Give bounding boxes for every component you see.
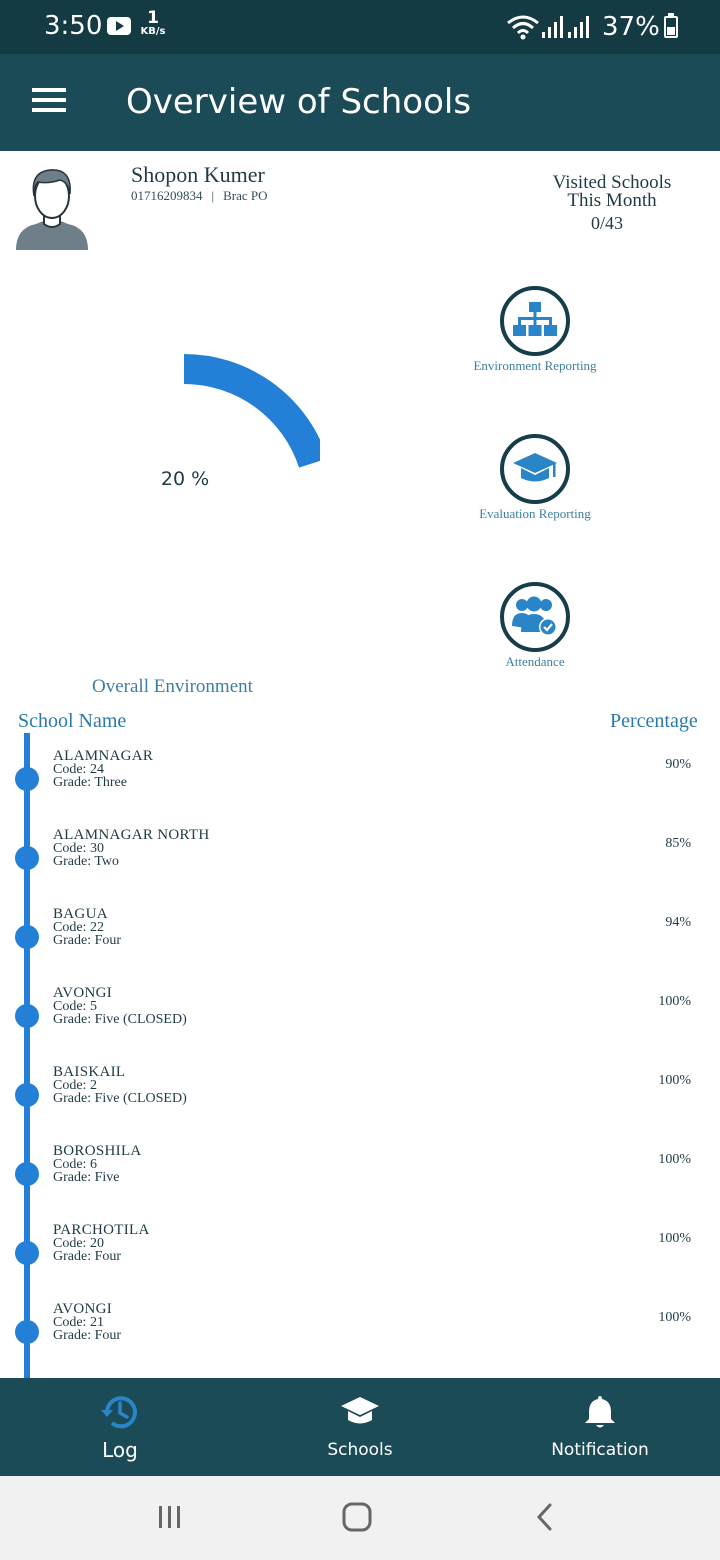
signal-icon [540, 14, 566, 40]
wifi-icon [506, 14, 540, 40]
nav-schools-label: Schools [327, 1440, 393, 1460]
evaluation-reporting-circle [500, 434, 570, 504]
nav-schools[interactable] [240, 1378, 480, 1476]
signal-icon-2 [566, 14, 592, 40]
user-role: Brac PO [223, 188, 268, 203]
back-icon[interactable] [526, 1500, 566, 1536]
app-bar [0, 54, 720, 151]
school-name: PARCHOTILA [53, 1222, 150, 1238]
user-name: Shopon Kumer [131, 162, 265, 187]
school-row[interactable] [0, 829, 720, 908]
school-code: Code: 2 [53, 1078, 97, 1093]
attendance-button[interactable] [440, 582, 630, 670]
school-percentage: 100% [658, 1073, 691, 1088]
progress-gauge [100, 320, 320, 520]
status-right [506, 10, 678, 44]
school-info [53, 1066, 187, 1105]
menu-icon[interactable] [32, 88, 66, 112]
school-name: ALAMNAGAR [53, 748, 154, 764]
school-percentage: 100% [658, 1231, 691, 1246]
timeline-dot [15, 767, 39, 791]
school-cap-icon [340, 1392, 380, 1432]
school-info [53, 829, 210, 868]
bottom-nav [0, 1378, 720, 1476]
progress-percent: 20 % [160, 468, 210, 490]
nav-notification-label: Notification [551, 1440, 649, 1460]
timeline-dot [15, 1004, 39, 1028]
visited-label-line2: This Month [567, 190, 657, 211]
column-header-percentage: Percentage [610, 710, 698, 732]
environment-reporting-label: Environment Reporting [473, 358, 597, 373]
network-speed-unit: KB/s [140, 26, 166, 37]
visited-label-line1: Visited Schools [552, 172, 672, 193]
column-header-school: School Name [18, 710, 127, 732]
progress-arc [184, 369, 313, 463]
school-code: Code: 20 [53, 1236, 104, 1251]
user-phone: 01716209834 [131, 188, 203, 203]
nav-log-label: Log [102, 1438, 138, 1462]
school-row[interactable] [0, 908, 720, 987]
school-name: AVONGI [53, 1301, 113, 1317]
hierarchy-icon [513, 301, 557, 341]
history-icon [100, 1392, 140, 1432]
nav-notification[interactable] [480, 1378, 720, 1476]
visited-count: 0/43 [590, 213, 623, 233]
graduation-cap-icon [511, 451, 559, 487]
school-name: BOROSHILA [53, 1143, 142, 1159]
attendance-circle [500, 582, 570, 652]
timeline-dot [15, 925, 39, 949]
school-percentage: 100% [658, 994, 691, 1009]
school-percentage: 85% [665, 836, 691, 851]
home-icon[interactable] [338, 1500, 378, 1536]
school-name: ALAMNAGAR NORTH [53, 827, 210, 843]
school-percentage: 100% [658, 1310, 691, 1325]
environment-reporting-circle [500, 286, 570, 356]
school-grade: Grade: Five (CLOSED) [53, 1012, 187, 1027]
school-code: Code: 6 [53, 1157, 97, 1172]
group-check-icon [512, 596, 558, 638]
school-grade: Grade: Four [53, 1249, 122, 1264]
timeline-dot [15, 1320, 39, 1344]
system-nav-bar [0, 1476, 720, 1560]
visited-schools [530, 174, 694, 236]
school-info [53, 908, 121, 947]
timeline-dot [15, 1162, 39, 1186]
school-code: Code: 21 [53, 1315, 104, 1330]
network-speed [138, 10, 168, 37]
network-speed-value: 1 [147, 8, 159, 28]
school-info [53, 1145, 142, 1184]
attendance-label: Attendance [505, 654, 565, 669]
user-meta [131, 188, 268, 204]
youtube-icon [107, 17, 131, 35]
timeline-dot [15, 1083, 39, 1107]
meta-separator: | [211, 188, 215, 203]
school-grade: Grade: Two [53, 854, 120, 869]
overall-environment-label: Overall Environment [92, 676, 253, 697]
school-code: Code: 22 [53, 920, 104, 935]
school-code: Code: 24 [53, 762, 104, 777]
school-percentage: 90% [665, 757, 691, 772]
school-name: BAGUA [53, 906, 108, 922]
school-name: BAISKAIL [53, 1064, 126, 1080]
status-time: 3:50 [44, 11, 103, 41]
recent-apps-icon[interactable] [150, 1500, 190, 1536]
school-info [53, 750, 153, 789]
school-row[interactable] [0, 1145, 720, 1224]
nav-log[interactable] [0, 1378, 240, 1476]
school-row[interactable] [0, 750, 720, 829]
timeline-dot [15, 1241, 39, 1265]
timeline-dot [15, 846, 39, 870]
environment-reporting-button[interactable] [440, 286, 630, 374]
school-info [53, 1303, 121, 1342]
school-grade: Grade: Five [53, 1170, 120, 1185]
school-row[interactable] [0, 987, 720, 1066]
school-percentage: 100% [658, 1152, 691, 1167]
status-bar [0, 0, 720, 54]
school-code: Code: 5 [53, 999, 97, 1014]
school-info [53, 987, 187, 1026]
battery-icon [664, 16, 678, 38]
bell-icon [580, 1392, 620, 1432]
school-row[interactable] [0, 1224, 720, 1303]
school-code: Code: 30 [53, 841, 104, 856]
user-avatar-icon [14, 166, 90, 250]
school-grade: Grade: Five (CLOSED) [53, 1091, 187, 1106]
page-title: Overview of Schools [126, 82, 472, 122]
evaluation-reporting-button[interactable] [440, 434, 630, 522]
school-name: AVONGI [53, 985, 113, 1001]
evaluation-reporting-label: Evaluation Reporting [479, 506, 591, 521]
school-grade: Grade: Four [53, 933, 122, 948]
school-row[interactable] [0, 1066, 720, 1145]
school-grade: Grade: Three [53, 775, 127, 790]
school-row[interactable] [0, 1303, 720, 1382]
school-grade: Grade: Four [53, 1328, 122, 1343]
school-percentage: 94% [665, 915, 691, 930]
school-info [53, 1224, 150, 1263]
battery-percent: 37% [602, 12, 660, 42]
